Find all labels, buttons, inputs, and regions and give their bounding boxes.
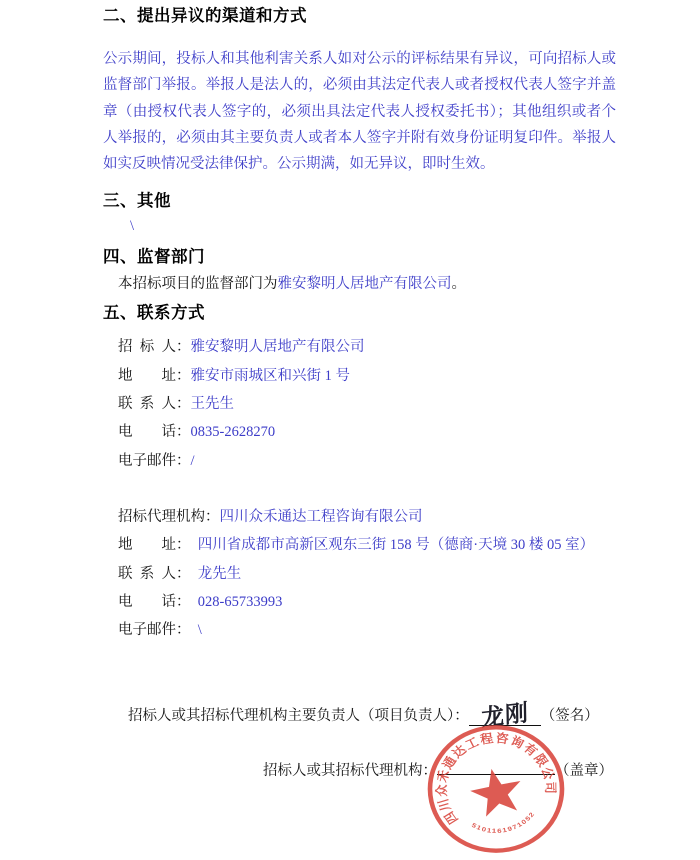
agency-contact-block xyxy=(118,503,616,644)
row-value: 0835-2628270 xyxy=(190,424,276,441)
row-value: 028-65733993 xyxy=(197,593,283,610)
contact-row-bidder-phone xyxy=(118,418,616,446)
row-value: 龙先生 xyxy=(197,565,242,582)
contact-row-agency-email xyxy=(118,616,616,644)
seal-number-text: 5101161971052 xyxy=(470,811,537,835)
row-label: 招 标 人： xyxy=(118,339,191,356)
row-value: 雅安黎明人居地产有限公司 xyxy=(190,339,365,356)
section-4-heading: 四、监督部门 xyxy=(103,248,205,267)
principal-label: 招标人或其招标代理机构主要负责人（项目负责人）： xyxy=(128,708,469,724)
section-3-heading: 三、其他 xyxy=(103,192,171,211)
row-value: / xyxy=(190,452,195,469)
supervision-sentence xyxy=(118,274,616,294)
row-value: 四川众禾通达工程咨询有限公司 xyxy=(219,508,423,525)
supervision-suffix: 。 xyxy=(451,276,466,293)
row-value: 王先生 xyxy=(190,396,234,413)
contact-row-agency-address xyxy=(118,531,616,559)
row-value: \ xyxy=(197,622,202,639)
objection-paragraph: 公示期间，投标人和其他利害关系人如对公示的评标结果有异议，可向招标人或监督部门举报。举报人是法人的，必须由其法定代表人或者授权代表人签字并盖章（由授权代表人签字的，必须出具法定代表人授权委托书）；其他组织或者个人举报的，必须由其主要负责人或者本人签字并附有效身份证明复印件。举报人如实反映情况受法律保护。公示期满，如无异议，即时生效。 xyxy=(103,51,616,173)
supervision-company: 雅安黎明人居地产有限公司 xyxy=(277,276,452,293)
org-suffix: （盖章） xyxy=(555,763,613,779)
section-3-content: \ xyxy=(130,218,135,235)
contact-row-agency-contact xyxy=(118,560,616,588)
contact-row-bidder-name xyxy=(118,333,616,361)
contact-row-bidder-contact xyxy=(118,390,616,418)
seal-star-icon xyxy=(466,764,526,819)
contact-row-bidder-email xyxy=(118,447,616,475)
contact-row-bidder-address xyxy=(118,362,616,390)
row-label: 电 话： xyxy=(118,424,191,441)
document-body xyxy=(103,5,616,644)
section-2-heading: 二、提出异议的渠道和方式 xyxy=(103,7,307,25)
row-value: 四川省成都市高新区观东三街 158 号（德商·天境 30 楼 05 室） xyxy=(197,537,595,554)
row-label: 地 址： xyxy=(118,367,191,384)
bidder-contact-block xyxy=(118,333,616,474)
seal-company-text: 四川众禾通达工程咨询有限公司 xyxy=(434,731,558,827)
section-5-heading: 五、联系方式 xyxy=(103,304,205,323)
contact-row-agency-phone xyxy=(118,588,616,616)
row-label: 电 话： xyxy=(118,593,198,610)
org-label: 招标人或其招标代理机构： xyxy=(263,763,437,779)
row-label: 电子邮件： xyxy=(118,622,198,639)
row-label: 招标代理机构： xyxy=(118,508,220,525)
handwritten-signature: 龙刚 xyxy=(480,700,529,732)
row-value: 雅安市雨城区和兴街 1 号 xyxy=(190,367,350,384)
row-label: 电子邮件： xyxy=(118,452,191,469)
row-label: 联 系 人： xyxy=(118,396,191,413)
company-seal xyxy=(420,718,572,860)
svg-text:5101161971052 xyxy=(469,810,540,841)
row-label: 地 址： xyxy=(118,537,198,554)
supervision-prefix: 本招标项目的监督部门为 xyxy=(118,276,278,293)
contact-row-agency-name xyxy=(118,503,616,531)
row-label: 联 系 人： xyxy=(118,565,198,582)
principal-suffix: （签名） xyxy=(540,708,599,724)
